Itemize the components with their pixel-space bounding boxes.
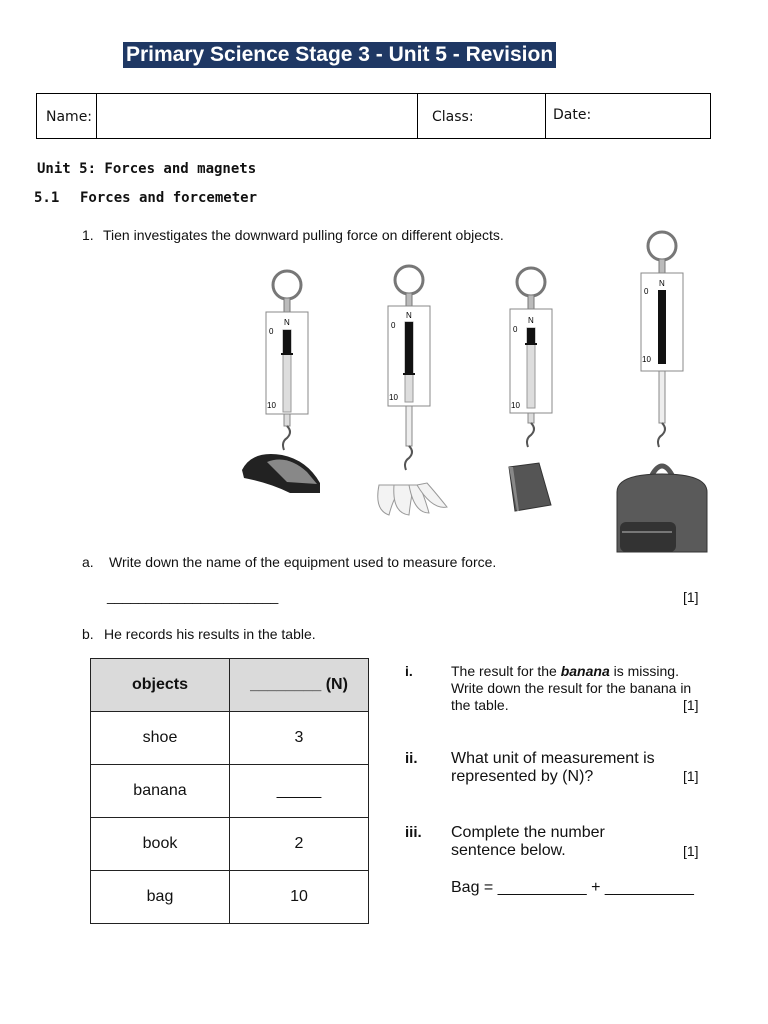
part-a-text: Write down the name of the equipment used to measure force. <box>109 554 497 570</box>
subq-i-emphasis: banana <box>560 663 610 679</box>
table-cell-object: shoe <box>91 712 230 765</box>
date-field[interactable] <box>545 94 712 138</box>
subq-i-number: i. <box>405 663 413 679</box>
subq-iii-text: Complete the number sentence below. <box>451 824 605 859</box>
unit-heading: Unit 5: Forces and magnets <box>37 161 257 177</box>
subq-i-text-pre: The result for the <box>451 663 561 679</box>
svg-text:10: 10 <box>511 401 520 410</box>
forcemeter-bag <box>617 232 707 552</box>
subq-ii-text: What unit of measurement is represented by (N)? <box>451 750 655 785</box>
svg-text:0: 0 <box>391 321 396 330</box>
forcemeters-illustration <box>220 230 720 560</box>
question-number: 1. <box>82 227 94 243</box>
svg-text:N: N <box>659 279 665 288</box>
forcemeter-banana <box>378 266 447 515</box>
part-a-mark: [1] <box>683 589 699 605</box>
part-b-text: He records his results in the table. <box>104 626 316 642</box>
results-table <box>90 658 369 924</box>
scale-zero: 0 <box>269 327 274 336</box>
table-row <box>91 712 369 765</box>
svg-text:0: 0 <box>513 325 518 334</box>
table-header-force[interactable]: ________ (N) <box>230 659 369 712</box>
table-cell-force: 10 <box>230 871 369 924</box>
subq-ii-number: ii. <box>405 750 418 767</box>
subq-iii-mark: [1] <box>683 843 699 859</box>
forcemeter-book <box>509 268 552 511</box>
table-row <box>91 871 369 924</box>
svg-text:10: 10 <box>389 393 398 402</box>
table-cell-object: banana <box>91 765 230 818</box>
section-number: 5.1 <box>34 190 60 206</box>
table-cell-object: bag <box>91 871 230 924</box>
number-sentence[interactable]: Bag = __________ + __________ <box>451 879 694 896</box>
student-info-box <box>36 93 711 139</box>
table-row <box>91 765 369 818</box>
subq-i-mark: [1] <box>683 697 699 713</box>
svg-text:N: N <box>528 316 534 325</box>
name-field[interactable] <box>96 94 417 138</box>
table-row <box>91 818 369 871</box>
subq-i-text-post: is missing. Write down the result for the banana in the table. <box>451 663 692 713</box>
table-cell-object: book <box>91 818 230 871</box>
date-label: Date: <box>553 107 592 123</box>
class-field[interactable] <box>417 94 545 138</box>
worksheet-title: Primary Science Stage 3 - Unit 5 - Revision <box>123 42 556 68</box>
part-b-letter: b. <box>82 626 94 642</box>
part-a-letter: a. <box>82 554 94 570</box>
class-label: Class: <box>432 109 474 125</box>
table-cell-force: 2 <box>230 818 369 871</box>
svg-text:10: 10 <box>642 355 651 364</box>
subq-iii-number: iii. <box>405 824 422 841</box>
subq-i-text <box>451 663 703 714</box>
table-header-row <box>91 659 369 712</box>
table-header-objects: objects <box>91 659 230 712</box>
question-text: Tien investigates the downward pulling force on different objects. <box>103 227 504 243</box>
scale-ten: 10 <box>267 401 276 410</box>
forcemeter-shoe <box>242 271 320 493</box>
scale-unit: N <box>284 318 290 327</box>
section-title: Forces and forcemeter <box>80 190 258 206</box>
svg-text:0: 0 <box>644 287 649 296</box>
part-a-answer-line[interactable]: ______________________ <box>107 588 279 604</box>
name-label: Name: <box>46 109 93 125</box>
svg-text:N: N <box>406 311 412 320</box>
table-cell-force: 3 <box>230 712 369 765</box>
subq-ii-mark: [1] <box>683 768 699 784</box>
table-cell-force-blank[interactable]: _____ <box>230 765 369 818</box>
